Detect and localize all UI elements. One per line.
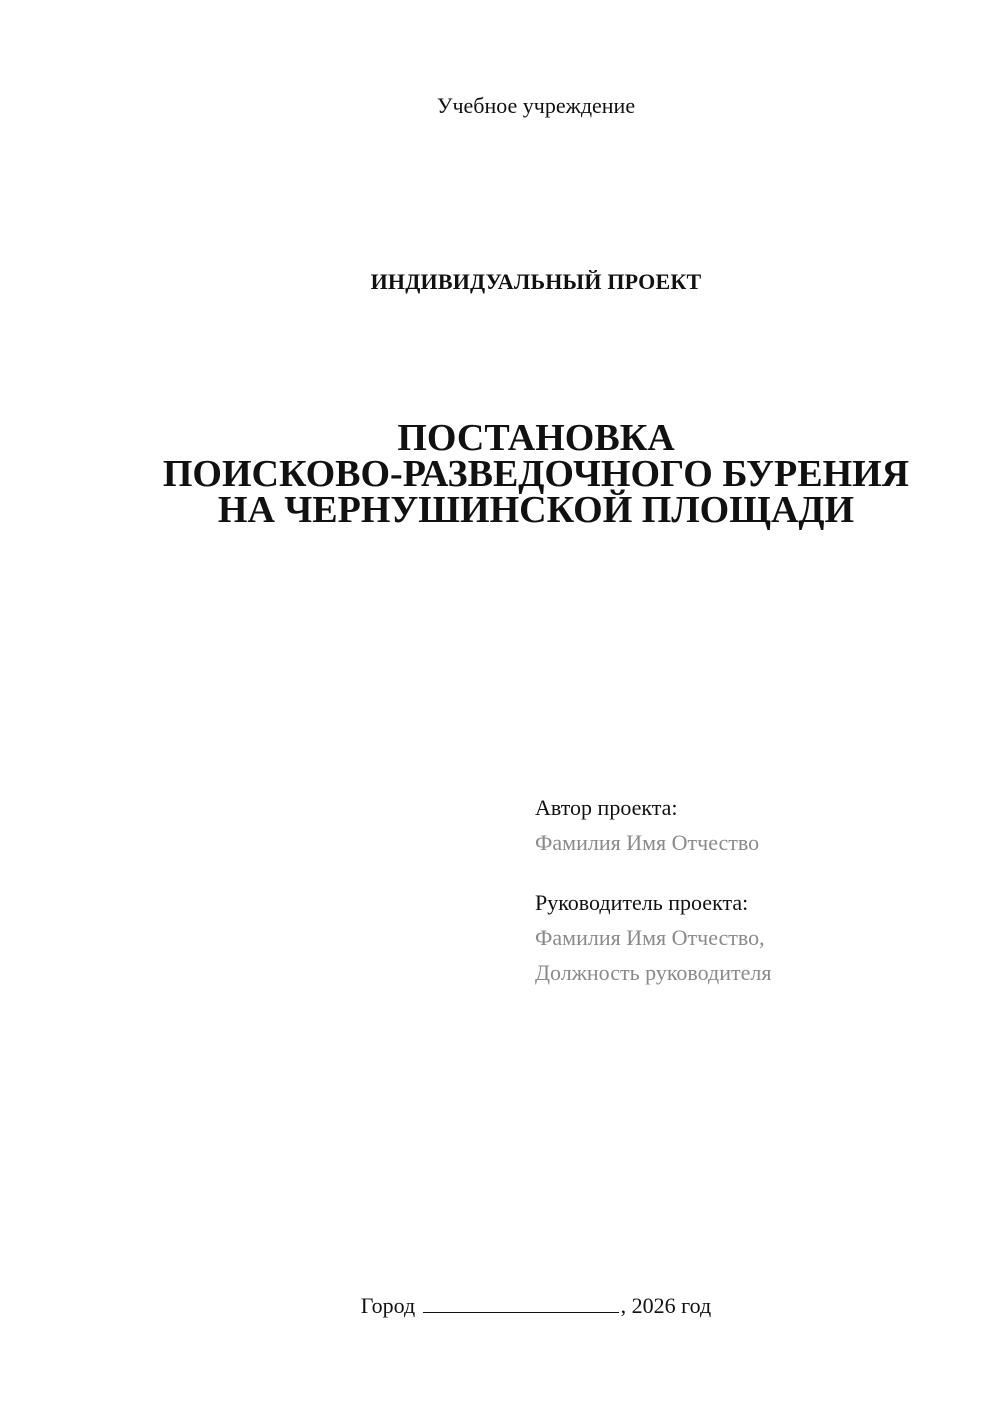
institution-name: Учебное учреждение bbox=[436, 93, 636, 118]
author-name: Фамилия Имя Отчество bbox=[535, 830, 760, 855]
year-text: , 2026 год bbox=[620, 1293, 712, 1318]
city-blank-line bbox=[423, 1292, 619, 1313]
project-title bbox=[0, 417, 1000, 531]
roles-block bbox=[535, 790, 955, 990]
project-title-line-1: ПОСТАНОВКА bbox=[397, 417, 675, 459]
author-label: Автор проекта: bbox=[535, 795, 678, 820]
supervisor-position: Должность руководителя bbox=[535, 960, 772, 985]
project-title-line-2: ПОИСКОВО-РАЗВЕДОЧНОГО БУРЕНИЯ bbox=[162, 453, 910, 495]
project-title-line-3: НА ЧЕРНУШИНСКОЙ ПЛОЩАДИ bbox=[217, 489, 855, 531]
roles-spacer bbox=[535, 860, 955, 885]
document-type: ИНДИВИДУАЛЬНЫЙ ПРОЕКТ bbox=[370, 269, 702, 294]
footer-city-year bbox=[0, 1292, 1000, 1320]
supervisor-name: Фамилия Имя Отчество, bbox=[535, 925, 765, 950]
city-label: Город bbox=[360, 1293, 416, 1318]
supervisor-label: Руководитель проекта: bbox=[535, 890, 749, 915]
